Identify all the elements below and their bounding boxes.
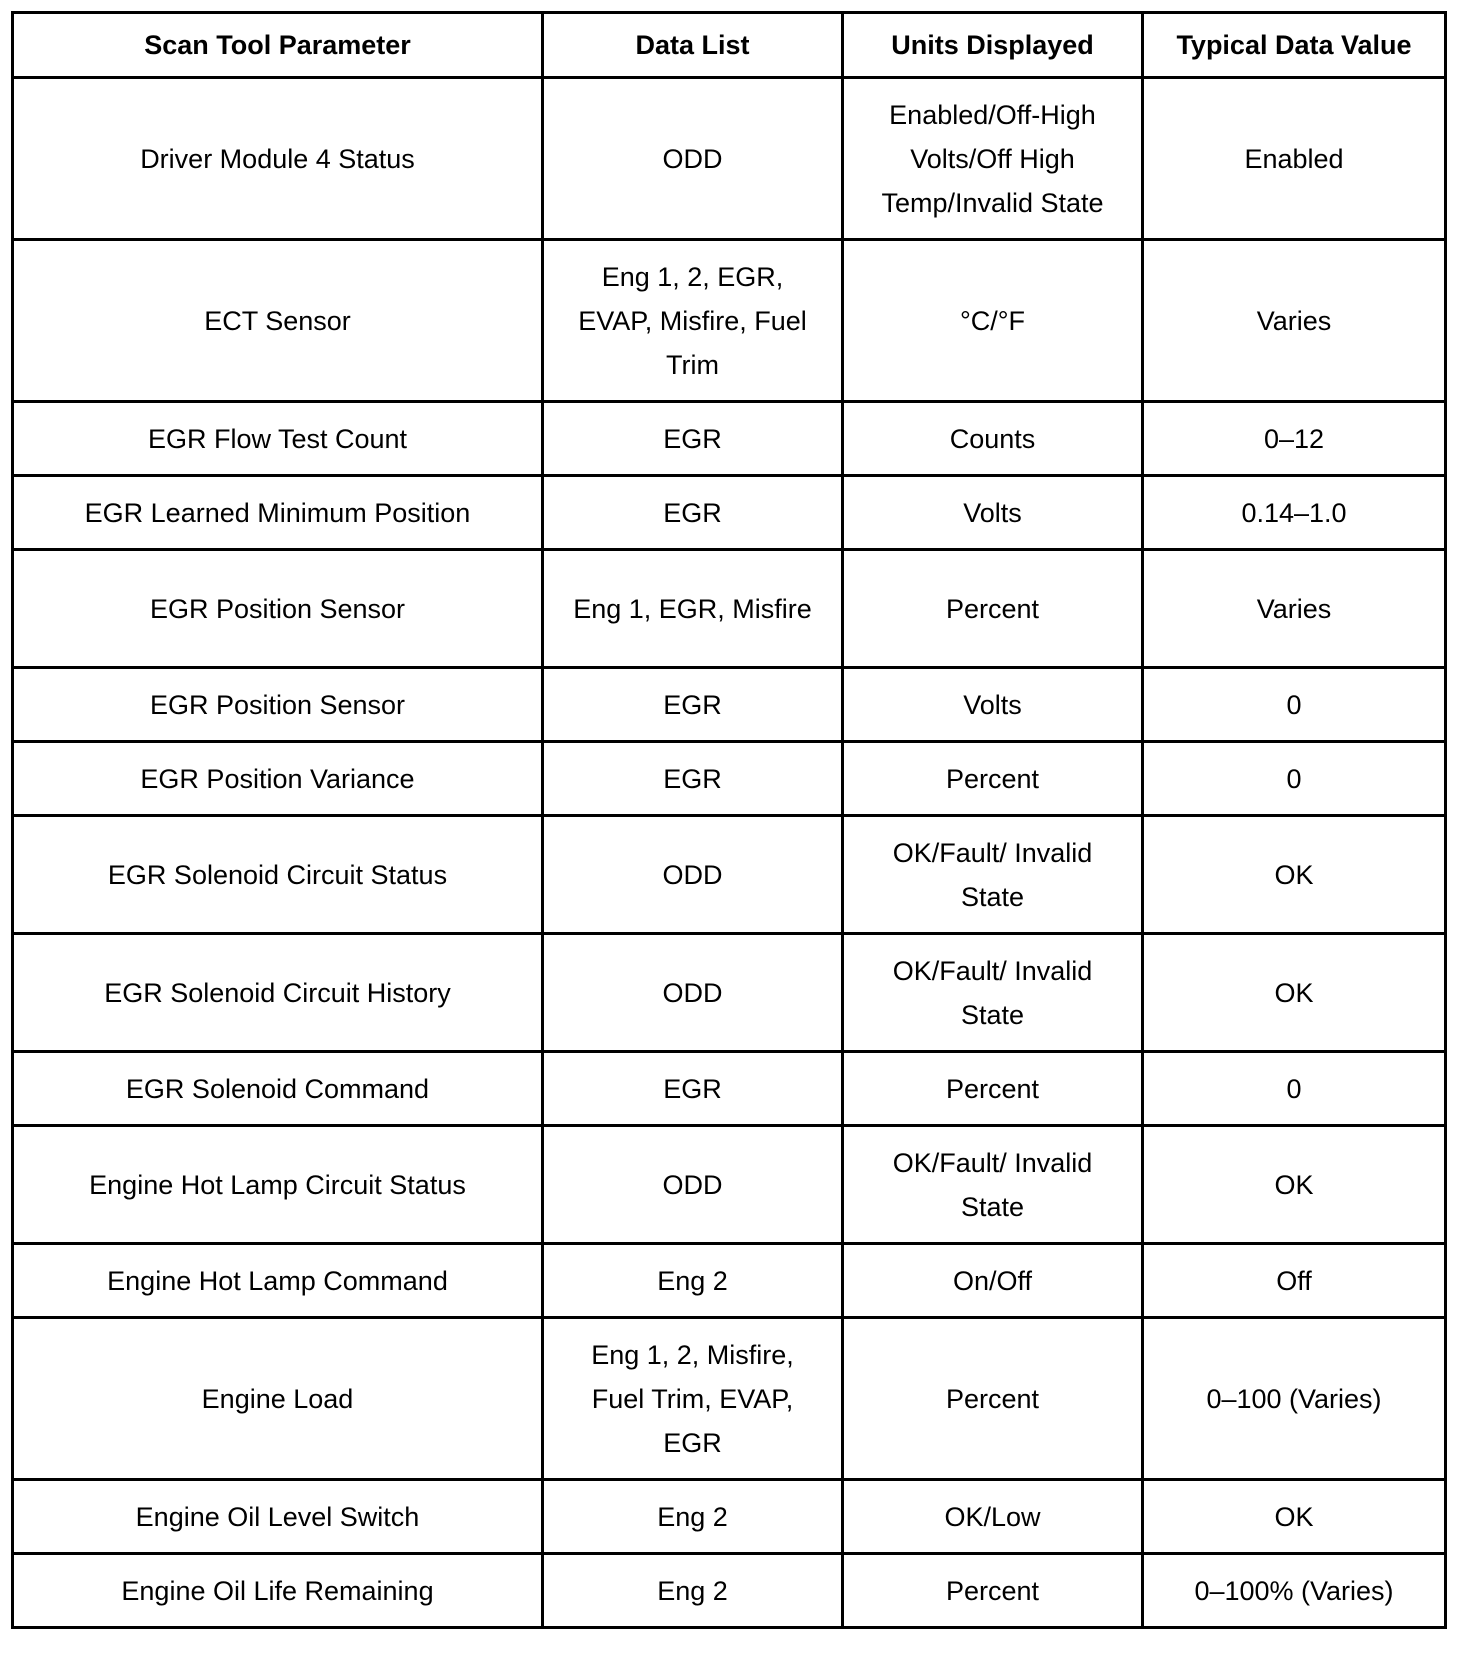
table-row [13,1480,1446,1554]
cell-units: OK/Low [843,1480,1143,1554]
cell-units: Enabled/Off-High Volts/Off High Temp/Invalid State [843,78,1143,240]
cell-parameter: Driver Module 4 Status [13,78,543,240]
cell-parameter: EGR Position Variance [13,742,543,816]
cell-parameter: Engine Oil Life Remaining [13,1554,543,1628]
cell-units: Percent [843,550,1143,668]
cell-units: OK/Fault/ Invalid State [843,816,1143,934]
cell-data-list: Eng 1, EGR, Misfire [543,550,843,668]
cell-typical-value: 0–100 (Varies) [1143,1318,1446,1480]
table-row [13,240,1446,402]
table-row [13,1126,1446,1244]
cell-data-list: EGR [543,476,843,550]
table-row [13,550,1446,668]
table-row [13,78,1446,240]
cell-units: Percent [843,1318,1143,1480]
header-units-displayed: Units Displayed [843,13,1143,78]
cell-typical-value: 0–12 [1143,402,1446,476]
cell-parameter: Engine Oil Level Switch [13,1480,543,1554]
cell-data-list: EGR [543,742,843,816]
cell-parameter: EGR Learned Minimum Position [13,476,543,550]
cell-parameter: EGR Solenoid Command [13,1052,543,1126]
cell-units: Percent [843,742,1143,816]
cell-typical-value: OK [1143,934,1446,1052]
cell-parameter: EGR Position Sensor [13,550,543,668]
cell-data-list: Eng 1, 2, Misfire, Fuel Trim, EVAP, EGR [543,1318,843,1480]
cell-units: Percent [843,1052,1143,1126]
cell-units: Volts [843,668,1143,742]
cell-data-list: ODD [543,816,843,934]
cell-parameter: EGR Position Sensor [13,668,543,742]
cell-typical-value: Varies [1143,240,1446,402]
cell-data-list: Eng 2 [543,1244,843,1318]
cell-typical-value: 0 [1143,1052,1446,1126]
cell-typical-value: 0.14–1.0 [1143,476,1446,550]
cell-typical-value: 0 [1143,742,1446,816]
cell-parameter: EGR Solenoid Circuit Status [13,816,543,934]
cell-typical-value: Varies [1143,550,1446,668]
cell-parameter: Engine Load [13,1318,543,1480]
cell-typical-value: Enabled [1143,78,1446,240]
cell-parameter: ECT Sensor [13,240,543,402]
cell-parameter: Engine Hot Lamp Circuit Status [13,1126,543,1244]
table-row [13,402,1446,476]
cell-units: On/Off [843,1244,1143,1318]
cell-data-list: ODD [543,934,843,1052]
table-row [13,668,1446,742]
cell-data-list: ODD [543,78,843,240]
cell-units: OK/Fault/ Invalid State [843,934,1143,1052]
table-row [13,1052,1446,1126]
cell-data-list: Eng 1, 2, EGR, EVAP, Misfire, Fuel Trim [543,240,843,402]
cell-parameter: EGR Flow Test Count [13,402,543,476]
cell-typical-value: 0–100% (Varies) [1143,1554,1446,1628]
cell-parameter: EGR Solenoid Circuit History [13,934,543,1052]
header-row [13,13,1446,78]
cell-units: Volts [843,476,1143,550]
table-row [13,476,1446,550]
cell-data-list: Eng 2 [543,1480,843,1554]
table-row [13,816,1446,934]
cell-data-list: EGR [543,1052,843,1126]
header-typical-data-value: Typical Data Value [1143,13,1446,78]
cell-units: Percent [843,1554,1143,1628]
cell-units: °C/°F [843,240,1143,402]
cell-typical-value: Off [1143,1244,1446,1318]
cell-data-list: Eng 2 [543,1554,843,1628]
table-row [13,1318,1446,1480]
cell-typical-value: OK [1143,816,1446,934]
cell-parameter: Engine Hot Lamp Command [13,1244,543,1318]
cell-units: OK/Fault/ Invalid State [843,1126,1143,1244]
table-row [13,742,1446,816]
header-data-list: Data List [543,13,843,78]
cell-typical-value: OK [1143,1126,1446,1244]
header-scan-tool-parameter: Scan Tool Parameter [13,13,543,78]
table-row [13,934,1446,1052]
scan-tool-parameter-table [11,11,1447,1629]
table-row [13,1244,1446,1318]
table-row [13,1554,1446,1628]
cell-units: Counts [843,402,1143,476]
cell-data-list: EGR [543,402,843,476]
cell-typical-value: 0 [1143,668,1446,742]
cell-data-list: EGR [543,668,843,742]
cell-typical-value: OK [1143,1480,1446,1554]
cell-data-list: ODD [543,1126,843,1244]
